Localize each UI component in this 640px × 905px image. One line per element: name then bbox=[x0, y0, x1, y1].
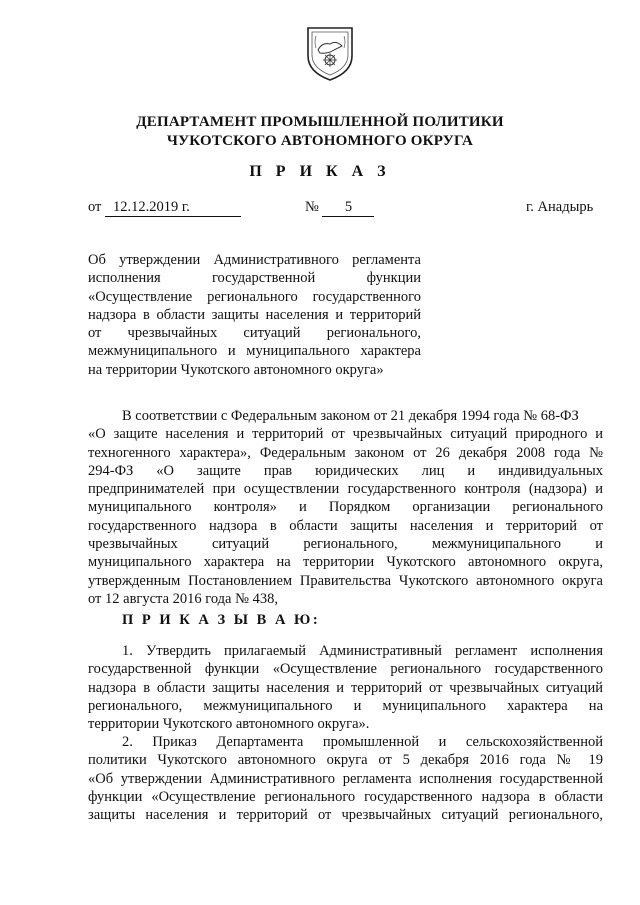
order-subject bbox=[88, 251, 421, 379]
text-line: надзора в области защиты населения и территорий от чрезвычайных ситуаций bbox=[88, 679, 603, 696]
text-line: муниципального контроля» и Порядком организации регионального bbox=[88, 499, 603, 516]
subject-line: от чрезвычайных ситуаций регионального, bbox=[88, 325, 421, 342]
subject-line: исполнения государственной функции bbox=[88, 270, 421, 287]
text-line: «О защите населения и территорий от чрезвычайных ситуаций природного и bbox=[88, 426, 603, 443]
text-line: регионального, межмуниципального и муниципального характера на bbox=[88, 697, 603, 714]
document-type: П Р И К А З bbox=[249, 163, 391, 180]
text-line: чрезвычайных ситуаций регионального, межмуниципального и bbox=[88, 536, 603, 553]
date-value: 12.12.2019 г. bbox=[105, 199, 241, 217]
text-line: защиты населения и территорий от чрезвычайных ситуаций регионального, bbox=[88, 807, 603, 824]
text-line: 294-ФЗ «О защите прав юридических лиц и индивидуальных bbox=[88, 462, 603, 479]
coat-of-arms-icon bbox=[302, 20, 358, 82]
text-line: техногенного характера», Федеральным законом от 26 декабря 2008 года № bbox=[88, 444, 603, 461]
subject-line: на территории Чукотского автономного округа» bbox=[88, 361, 384, 378]
decree-heading: П Р И К А З Ы В А Ю: bbox=[122, 612, 321, 628]
city: г. Анадырь bbox=[526, 199, 594, 215]
preamble-paragraph bbox=[88, 407, 603, 608]
subject-line: надзора в области защиты населения и территорий bbox=[88, 306, 421, 323]
text-line: территории Чукотского автономного округа». bbox=[88, 716, 370, 733]
text-line: 1. Утвердить прилагаемый Административный регламент исполнения bbox=[122, 643, 603, 659]
organization-name-line-2: ЧУКОТСКОГО АВТОНОМНОГО ОКРУГА bbox=[166, 133, 474, 149]
subject-line: «Осуществление регионального государственного bbox=[88, 288, 421, 305]
subject-line: Об утверждении Административного регламента bbox=[88, 252, 421, 268]
text-line: 2. Приказ Департамента промышленной и сельскохозяйственной bbox=[122, 734, 603, 750]
text-line: функции «Осуществление регионального государственного надзора в области bbox=[88, 788, 603, 805]
date-prefix: от bbox=[88, 199, 102, 215]
subject-line: межмуниципального и муниципального характера bbox=[88, 343, 421, 360]
order-date bbox=[88, 199, 241, 217]
item-1-paragraph bbox=[88, 642, 603, 733]
number-prefix: № bbox=[305, 199, 319, 215]
text-line: «Об утверждении Административного регламента исполнения государственной bbox=[88, 770, 603, 787]
text-line: утвержденным Постановлением Правительства Чукотского автономного округа bbox=[88, 572, 603, 589]
order-number bbox=[305, 199, 374, 217]
number-value: 5 bbox=[322, 199, 374, 217]
text-line: предпринимателей при осуществлении государственного контроля (надзора) и bbox=[88, 481, 603, 498]
text-line: государственного надзора в области защиты населения и территорий от bbox=[88, 517, 603, 534]
text-line: государственной функции «Осуществление регионального государственного bbox=[88, 661, 603, 678]
text-line: муниципального характера на территории Чукотского автономного округа, bbox=[88, 554, 603, 571]
organization-name-line-1: ДЕПАРТАМЕНТ ПРОМЫШЛЕННОЙ ПОЛИТИКИ bbox=[136, 114, 504, 130]
text-line: от 12 августа 2016 года № 438, bbox=[88, 590, 278, 607]
text-line: политики Чукотского автономного округа от 5 декабря 2016 года № 19 bbox=[88, 752, 603, 769]
item-2-paragraph bbox=[88, 733, 603, 824]
text-line: В соответствии с Федеральным законом от 21 декабря 1994 года № 68-ФЗ bbox=[122, 408, 579, 424]
